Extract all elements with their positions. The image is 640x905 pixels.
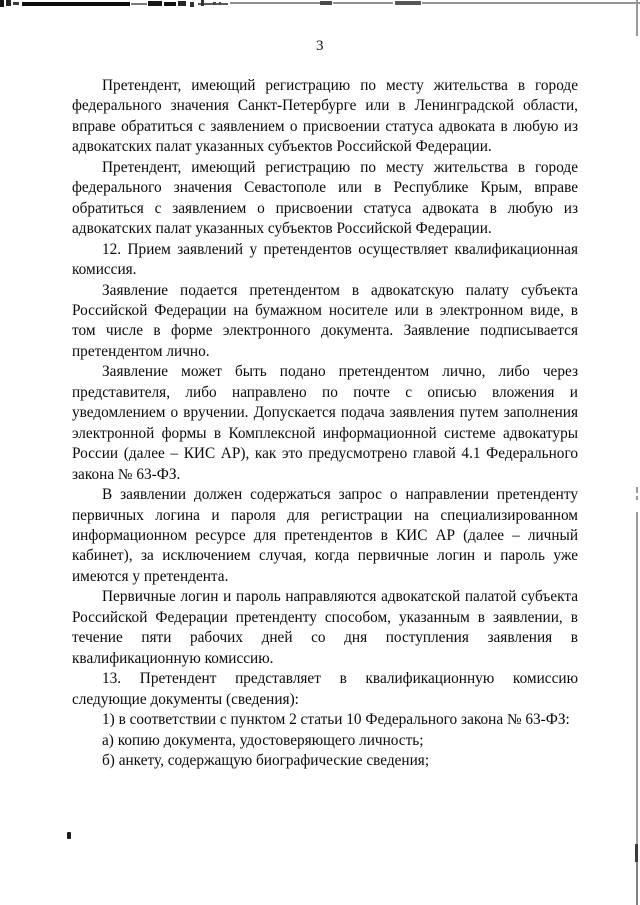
scan-artifact-segment [178, 1, 186, 6]
paragraph-1: Претендент, имеющий регистрацию по месту жительства в городе федерального значения Санкт-Петербурге или в Ленинградской области, вправе обратиться с заявлением о присвоении статуса адвоката в любую из адвокатских палат указанных субъектов Российской Федерации. [72, 77, 578, 156]
scan-artifact-top-bar [0, 0, 640, 8]
scan-artifact-segment [6, 0, 11, 6]
paragraph-2: Претендент, имеющий регистрацию по месту жительства в городе федерального значения Севастополе или в Республике Крым, вправе обратиться с заявлением о присвоении статуса адвоката в любую из адвокатских палат указанных субъектов Российской Федерации. [72, 158, 578, 238]
paragraph-6: В заявлении должен содержаться запрос о направлении претенденту первичных логина и пароля для регистрации на специализированном информационном ресурсе для претендентов в КИС АР (далее – личный кабинет), за исключением случая, когда первичные логин и пароль уже имеются у претендента. [72, 486, 578, 585]
paragraph-11: б) анкету, содержащую биографические сведения; [102, 751, 430, 769]
scan-artifact-segment [131, 3, 147, 5]
paragraph-5: Заявление может быть подано претендентом лично, либо через представителя, либо направлено по почте с описью вложения и уведомлением о вручении. Допускается подача заявления путем заполнения электронной формы в Комплексной информационной системе адвокатуры России (далее – КИС АР), как это предусмотрено главой 4.1 Федерального закона № 63-ФЗ. [72, 363, 578, 483]
scan-artifact-right-edge-line [636, 487, 638, 493]
scan-artifact-right-edge-line [635, 844, 638, 862]
scan-artifact-segment [422, 2, 640, 4]
scan-artifact-segment [395, 1, 421, 5]
scan-artifact-segment [320, 1, 332, 5]
scan-artifact-segment [201, 0, 204, 6]
scan-artifact-right-edge-line [636, 862, 638, 905]
scan-artifact-segment [148, 1, 162, 6]
paragraph-9: 1) в соответствии с пунктом 2 статьи 10 Федерального закона № 63-ФЗ: [102, 711, 570, 729]
scan-artifact-segment [0, 0, 4, 7]
document-body [72, 76, 578, 771]
scan-artifact-segment [230, 2, 320, 4]
scan-artifact-segment [164, 2, 176, 6]
scan-artifact-segment [190, 2, 194, 7]
paragraph-3: 12. Прием заявлений у претендентов осуществляет квалификационная комиссия. [72, 240, 578, 279]
scan-artifact-right-edge-line [636, 512, 638, 844]
scan-artifact-right-edge-line [636, 0, 638, 36]
paragraph-10: а) копию документа, удостоверяющего личность; [102, 731, 424, 749]
scan-artifact-segment [333, 2, 393, 4]
scan-artifact-segment [219, 2, 221, 5]
paragraph-4: Заявление подается претендентом в адвокатскую палату субъекта Российской Федерации на бумажном носителе или в электронном виде, в том числе в форме электронного документа. Заявление подписывается претендентом лично. [72, 281, 578, 360]
paragraph-7: Первичные логин и пароль направляются адвокатской палатой субъекта Российской Федерации претенденту способом, указанным в заявлении, в течение пяти рабочих дней со дня поступления заявления в квалификационную комиссию. [72, 588, 578, 667]
scan-artifact-ink-speck [67, 832, 71, 839]
page-number: 3 [316, 38, 324, 54]
paragraph-8: 13. Претендент представляет в квалификационную комиссию следующие документы (сведения): [72, 670, 578, 708]
scan-artifact-right-edge-line [636, 496, 638, 500]
scan-artifact-segment [22, 2, 130, 6]
scan-artifact-segment [213, 2, 216, 5]
scan-artifact-segment [13, 2, 19, 5]
